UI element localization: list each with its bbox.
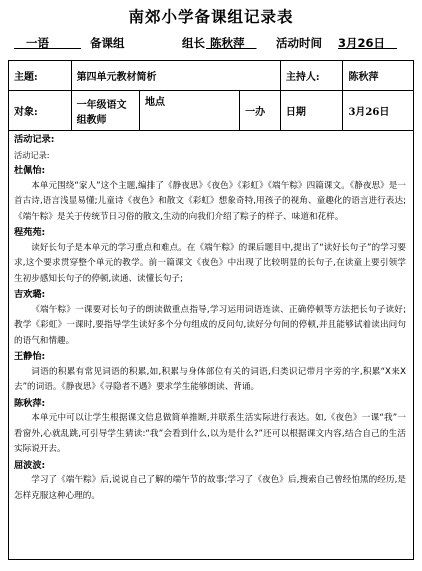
speaker-name: 屈波波:: [14, 459, 46, 471]
time-label: 活动时间: [276, 36, 322, 50]
speaker-name: 吉欢璐:: [14, 289, 46, 300]
host-label: 主持人:: [280, 61, 343, 91]
leader-label: 组长: [182, 36, 205, 50]
header-line: [10, 35, 414, 51]
subject-suffix: 备课组: [90, 36, 125, 50]
speaker-name: 王静怡:: [14, 351, 46, 362]
date-wrap: [338, 35, 397, 51]
speaker-name: 陈秋萍:: [14, 397, 46, 409]
info-table: [8, 60, 414, 131]
speaker-text: 《端午粽》一课要对长句子的朗读做重点指导,学习运用词语连读、正确停顿等方法把长句子读好;教学《彩虹》一课时,要指导学生读好多个分句组成的反问句,读好分句间的停顿,并且能够试着读出问句的语气和情趣。: [14, 304, 406, 346]
speaker-name: 杜佩怡:: [14, 165, 46, 176]
date-value: 3月26日: [343, 91, 414, 131]
speaker-text: 读好长句子是本单元的学习重点和难点。在《端午粽》的课后题目中,提出了“读好长句子”的学习要求,这个要求贯穿整个单元的教学。前一篇课文《夜色》中出现了比较明显的长句子,在读童上要引领学生初步感知长句子的停顿,读通、读懂长句子;: [14, 242, 406, 284]
info-row-target: [9, 91, 414, 131]
host-value: 陈秋萍: [343, 61, 414, 91]
speaker-text: 本单元围绕“家人”这个主题,编排了《静夜思》《夜色》《彩虹》《端午粽》四篇课文。《静夜思》是一首古诗,语言浅显易懂;儿童诗《夜色》和散文《彩虹》想象奇特,用孩子的视角、童趣化的语言进行表达;《端午粽》是关于传统节日习俗的散文,生动的向我们介绍了粽子的样子、味道和花样。: [14, 180, 406, 222]
leader-name-wrap: [206, 35, 257, 51]
page-title: 南郊小学备课组记录表: [128, 7, 294, 26]
record-content: [14, 132, 406, 504]
leader-name: 陈秋萍: [210, 36, 245, 50]
speaker-text: 词语的积累有常见词语的积累,如,积累与身体部位有关的词语,归类识记带月字旁的字,积累“X来X去”的词语。《静夜思》《寻隐者不遇》要求学生能够朗读、背诵。: [14, 366, 406, 392]
date-label: 日期: [280, 91, 343, 131]
activity-record-box: [8, 131, 414, 560]
place-value: 一办: [240, 91, 281, 131]
record-heading: 活动记录:: [14, 134, 55, 145]
speaker-text: 学习了《端午粽》后,说说自己了解的端午节的故事;学习了《夜色》后,搜索自己曾经怕黑的经历,是怎样克服这种心理的。: [14, 475, 406, 501]
record-subheading: 活动记录:: [14, 149, 50, 160]
topic-value: 第四单元教材简析: [71, 61, 280, 91]
speaker-text: 本单元中可以让学生根据课文信息做简单推断,并联系生活实际进行表达。如,《夜色》一课“我”一看窗外,心就乱跳,可引导学生猜读:“我”会看到什么,以为是什么?”还可以根据课文内容,结合自己的生活实际说开去。: [14, 413, 406, 454]
target-value: 一年级语文组教师: [71, 91, 139, 131]
subject-prefix: 一语: [26, 36, 50, 50]
place-label: 地点: [140, 91, 240, 131]
header-date: 3月26日: [338, 36, 386, 50]
topic-label: 主题:: [9, 61, 72, 91]
info-row-topic: [9, 61, 414, 91]
target-label: 对象:: [9, 91, 72, 131]
speaker-name: 程苑苑:: [14, 227, 46, 238]
